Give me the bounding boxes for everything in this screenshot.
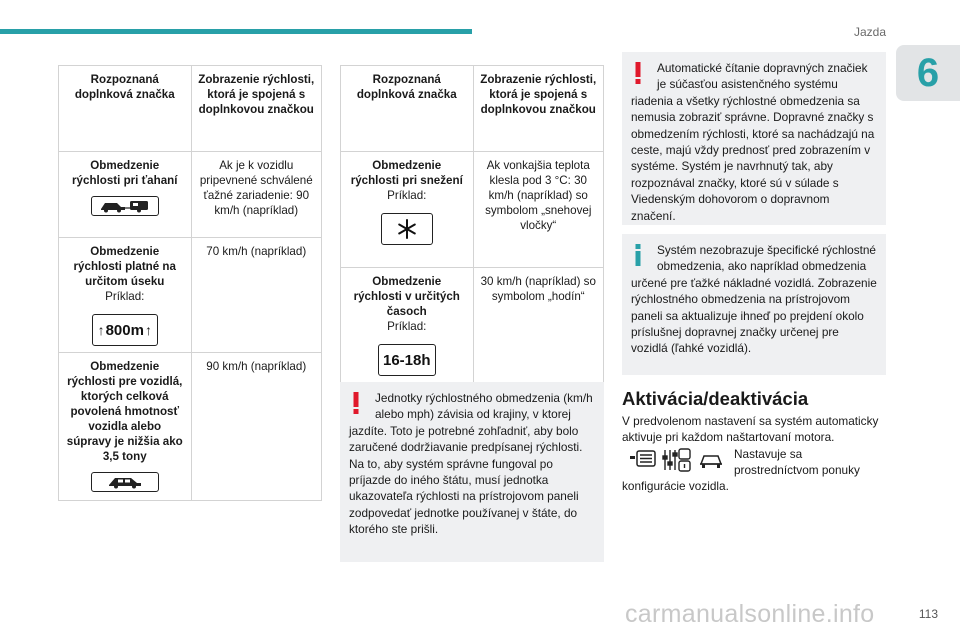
table-header-sign: Rozpoznaná doplnková značka	[59, 66, 192, 152]
warning-icon	[349, 392, 363, 414]
time-period-sign	[378, 344, 436, 376]
table-header-sign: Rozpoznaná doplnková značka	[341, 66, 474, 152]
table-row	[341, 152, 604, 268]
table-cell-display: Ak je k vozidlu pripevnené schválené ťažné zariadenie: 90 km/h (napríklad)	[191, 152, 322, 238]
sign-distance-text: 800m	[105, 321, 144, 339]
info-note	[622, 234, 886, 375]
snowflake-icon	[381, 213, 433, 245]
units-warning-note	[340, 382, 604, 562]
watermark: carmanualsonline.info	[625, 600, 875, 628]
header-accent-bar	[0, 29, 472, 34]
table-row	[59, 238, 322, 353]
supplementary-signs-table-right	[340, 65, 604, 383]
example-label: Príklad:	[387, 320, 427, 333]
table-cell-sign	[59, 238, 192, 353]
table-cell-display: Ak vonkajšia teplota klesla pod 3 °C: 30 km/h (napríklad) so symbolom „snehovej vločky“	[473, 152, 604, 268]
chapter-number-tab: 6	[896, 45, 960, 101]
vehicle-settings-icon	[662, 447, 692, 478]
table-cell-sign	[59, 152, 192, 238]
example-label: Príklad:	[387, 189, 427, 202]
distance-arrows-icon: ↑ 800m ↑	[92, 314, 158, 346]
car-with-trailer-icon	[91, 196, 159, 216]
car-icon	[91, 472, 159, 492]
section-intro: V predvolenom nastavení sa systém automaticky aktivuje pri každom naštartovaní motora.	[622, 414, 879, 444]
sign-time-text: 16-18h	[382, 351, 431, 369]
row-title: Obmedzenie rýchlosti platné na určitom úseku	[73, 245, 176, 288]
warning-icon	[631, 62, 645, 84]
table-cell-display: 30 km/h (napríklad) so symbolom „hodín“	[473, 268, 604, 383]
page-number: 113	[918, 607, 938, 621]
table-header-display: Zobrazenie rýchlosti, ktorá je spojená s doplnkovou značkou	[473, 66, 604, 152]
page-header-title: Jazda	[853, 25, 886, 39]
table-row	[341, 268, 604, 383]
note-text: Jednotky rýchlostného obmedzenia (km/h alebo mph) závisia od krajiny, v ktorej jazdíte. Toto je potrebné zohľadniť, aby bolo zaručené dodržiavanie predpísanej rýchlosti. Na to, aby systém správne fungoval po príjazde do iného štátu, musí jednotka ukazovateľa rýchlosti na prístrojovom paneli zodpovedať jednotke používanej v štáte, do ktorého ste prišli.	[349, 391, 593, 537]
table-cell-sign	[341, 152, 474, 268]
section-outro: konfigurácie vozidla.	[622, 479, 729, 493]
row-title: Obmedzenie rýchlosti pre vozidlá, ktorých celková povolená hmotnosť vozidla alebo súpravy je nižšia ako 3,5 tony	[66, 360, 183, 463]
icons-caption: Nastavuje sa prostredníctvom ponuky	[734, 447, 860, 477]
row-title: Obmedzenie rýchlosti v určitých časoch	[353, 275, 460, 318]
table-header-row	[59, 66, 322, 152]
driving-assistance-car-icon	[698, 450, 724, 475]
table-cell-display: 70 km/h (napríklad)	[191, 238, 322, 353]
section-heading: Aktivácia/deaktivácia	[622, 388, 809, 409]
table-row	[59, 353, 322, 501]
table-header-row	[341, 66, 604, 152]
row-title: Obmedzenie rýchlosti pri snežení	[350, 159, 463, 187]
table-row	[59, 152, 322, 238]
table-cell-sign	[341, 268, 474, 383]
table-header-display: Zobrazenie rýchlosti, ktorá je spojená s doplnkovou značkou	[191, 66, 322, 152]
row-title: Obmedzenie rýchlosti pri ťahaní	[72, 159, 178, 187]
config-icons-row	[630, 447, 724, 478]
example-label: Príklad:	[105, 290, 145, 303]
info-icon	[631, 244, 645, 266]
note-text: Systém nezobrazuje špecifické rýchlostné obmedzenia, ako napríklad obmedzenia určené pre ťažké nákladné vozidlá. Zobrazenie rýchlostného obmedzenia na prístrojovom paneli sa aktualizuje ihneď po prejdení okolo príslušnej dopravnej značky určenej pre vozidlá (ľahké vozidlá).	[631, 243, 877, 356]
supplementary-signs-table-left	[58, 65, 322, 501]
note-text: Automatické čítanie dopravných značiek je súčasťou asistenčného systému riadenia a všetky rýchlostné obmedzenia sa nemusia zobraziť správne. Dopravné značky s obmedzením rýchlosti, ktoré sa nachádzajú na ceste, majú vždy prednosť pred zobrazením v systéme. Systém je navrhnutý tak, aby rozpoznával značky, ktoré sú v súlade s Viedenským dohovorom o dopravnom značení.	[631, 61, 875, 223]
table-cell-sign	[59, 353, 192, 501]
menu-icon	[630, 450, 656, 475]
reading-warning-note	[622, 52, 886, 225]
table-cell-display: 90 km/h (napríklad)	[191, 353, 322, 501]
